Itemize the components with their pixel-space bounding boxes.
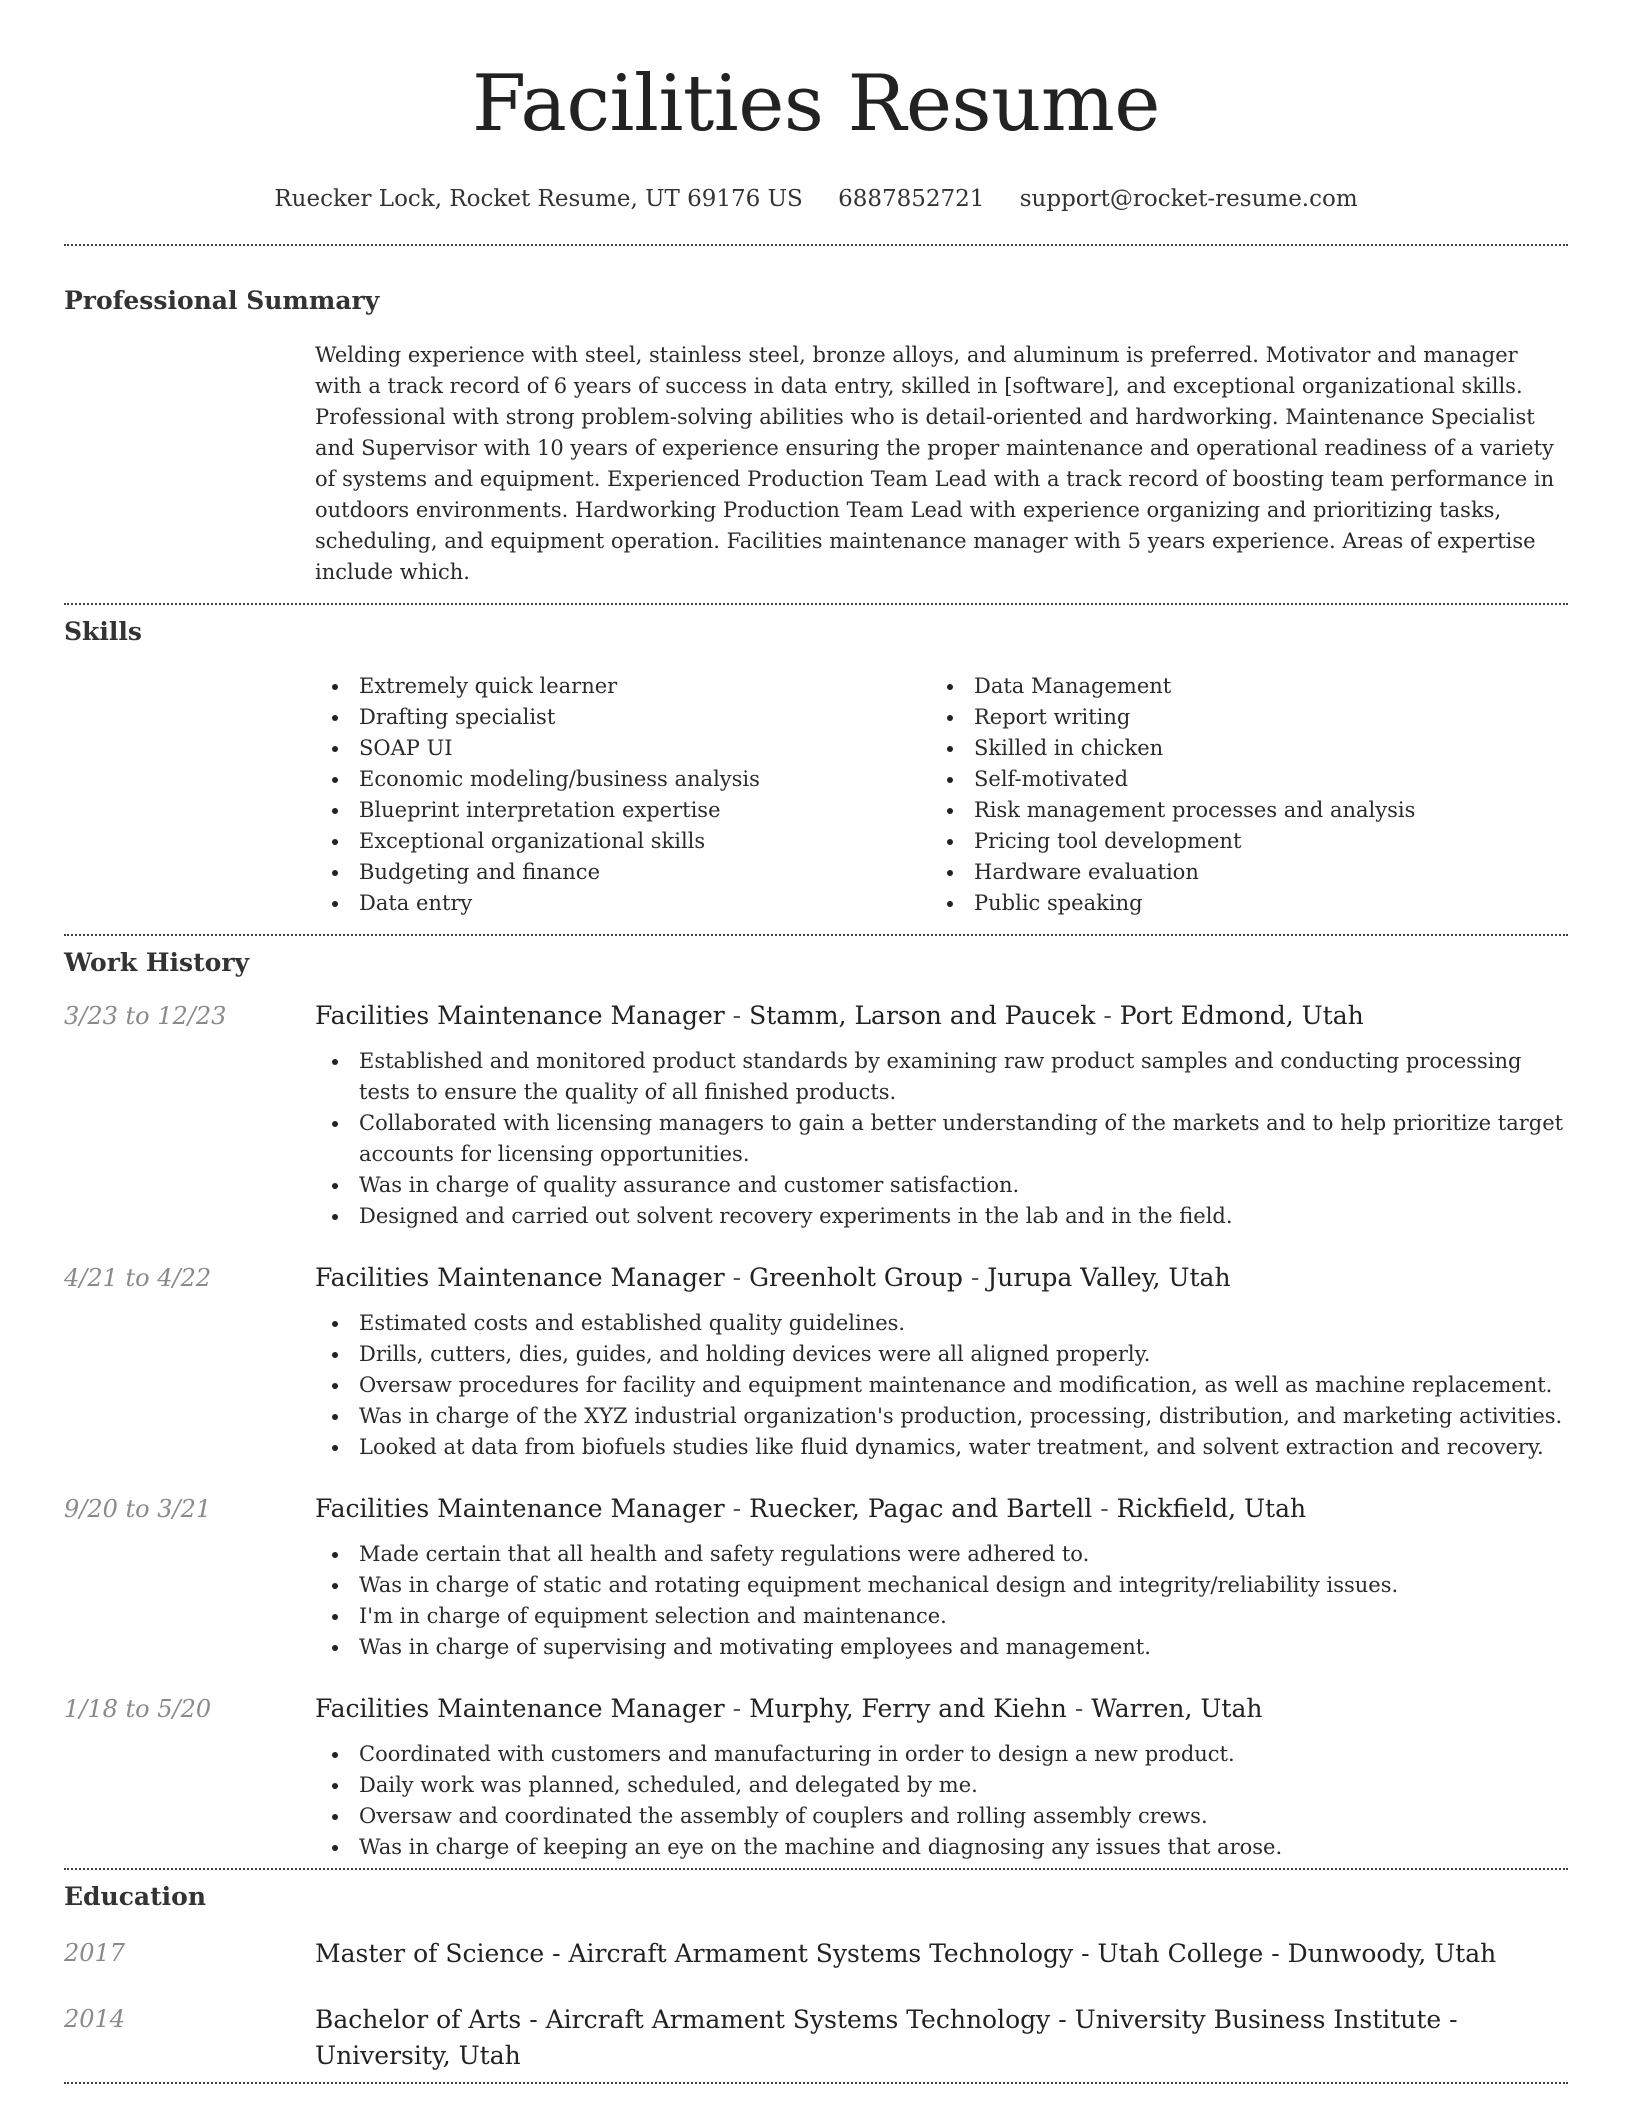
skill-item: Data entry xyxy=(359,888,930,919)
job-bullets xyxy=(315,1739,1568,1863)
skill-item: Exceptional organizational skills xyxy=(359,826,930,857)
job-bullet: Designed and carried out solvent recovery experiments in the lab and in the field. xyxy=(359,1201,1568,1232)
job-details xyxy=(315,1692,1568,1863)
job-entry xyxy=(64,999,1568,1232)
divider xyxy=(64,603,1568,605)
skill-item: Hardware evaluation xyxy=(974,857,1530,888)
job-company: Greenholt Group xyxy=(749,1263,963,1292)
skill-item: Risk management processes and analysis xyxy=(974,795,1530,826)
job-location: Warren, Utah xyxy=(1091,1694,1263,1723)
job-title-text: Facilities Maintenance Manager xyxy=(315,1694,725,1723)
job-bullet: Drills, cutters, dies, guides, and holding devices were all aligned properly. xyxy=(359,1339,1568,1370)
job-dates: 9/20 to 3/21 xyxy=(64,1495,212,1523)
job-details xyxy=(315,1492,1568,1663)
separator: - xyxy=(1092,1494,1117,1523)
job-bullet: Collaborated with licensing managers to gain a better understanding of the markets and to help prioritize target accounts for licensing opportunities. xyxy=(359,1108,1568,1170)
job-bullet: Estimated costs and established quality guidelines. xyxy=(359,1308,1568,1339)
summary-heading: Professional Summary xyxy=(64,286,380,315)
education-degree: Master of Science - Aircraft Armament Systems Technology - Utah College - Dunwoody, Utah xyxy=(315,1939,1497,1968)
education-list xyxy=(64,1936,1568,2074)
job-entry xyxy=(64,1261,1568,1463)
education-year: 2014 xyxy=(64,2005,126,2033)
job-entry xyxy=(64,1692,1568,1863)
job-bullets xyxy=(315,1308,1568,1463)
job-heading xyxy=(315,1692,1568,1726)
job-bullet: Was in charge of supervising and motivating employees and management. xyxy=(359,1632,1568,1663)
separator: - xyxy=(1066,1694,1092,1723)
job-dates: 1/18 to 5/20 xyxy=(64,1695,212,1723)
job-heading xyxy=(315,1261,1568,1295)
skill-item: Skilled in chicken xyxy=(974,733,1530,764)
job-location: Rickfield, Utah xyxy=(1116,1494,1307,1523)
job-location: Port Edmond, Utah xyxy=(1119,1001,1364,1030)
job-bullet: Made certain that all health and safety regulations were adhered to. xyxy=(359,1539,1568,1570)
job-entry xyxy=(64,1492,1568,1663)
skill-item: Drafting specialist xyxy=(359,702,930,733)
skill-item: Report writing xyxy=(974,702,1530,733)
skill-item: Self-motivated xyxy=(974,764,1530,795)
skill-item: Blueprint interpretation expertise xyxy=(359,795,930,826)
job-details xyxy=(315,999,1568,1232)
separator: - xyxy=(1095,1001,1120,1030)
education-entry xyxy=(64,1936,1568,1972)
education-degree: Bachelor of Arts - Aircraft Armament Systems Technology - University Business Institute - University, Utah xyxy=(315,2005,1458,2070)
job-bullets xyxy=(315,1539,1568,1663)
job-heading xyxy=(315,1492,1568,1526)
resume-title: Facilities Resume xyxy=(472,59,1160,149)
job-bullet: Was in charge of keeping an eye on the machine and diagnosing any issues that arose. xyxy=(359,1832,1568,1863)
contact-address: Ruecker Lock, Rocket Resume, UT 69176 US xyxy=(274,186,803,212)
skill-item: Budgeting and finance xyxy=(359,857,930,888)
skills-heading: Skills xyxy=(64,617,142,646)
contact-phone: 6887852721 xyxy=(838,186,985,212)
skills-list-right xyxy=(930,671,1530,919)
separator: - xyxy=(724,1494,750,1523)
job-bullet: I'm in charge of equipment selection and maintenance. xyxy=(359,1601,1568,1632)
job-bullets xyxy=(315,1046,1568,1232)
job-dates: 3/23 to 12/23 xyxy=(64,1002,227,1030)
divider xyxy=(64,1868,1568,1870)
skill-item: Public speaking xyxy=(974,888,1530,919)
job-heading xyxy=(315,999,1568,1033)
work-heading: Work History xyxy=(64,948,250,977)
skills-list-left xyxy=(315,671,930,919)
job-details xyxy=(315,1261,1568,1463)
separator: - xyxy=(724,1694,750,1723)
job-title-text: Facilities Maintenance Manager xyxy=(315,1001,725,1030)
job-company: Ruecker, Pagac and Bartell xyxy=(749,1494,1093,1523)
separator: - xyxy=(724,1001,750,1030)
education-heading: Education xyxy=(64,1882,207,1911)
job-list xyxy=(64,999,1568,1863)
job-location: Jurupa Valley, Utah xyxy=(987,1263,1231,1292)
contact-email: support@rocket-resume.com xyxy=(1019,186,1358,212)
skills-section xyxy=(64,615,1568,919)
divider xyxy=(64,934,1568,936)
job-bullet: Looked at data from biofuels studies like fluid dynamics, water treatment, and solvent extraction and recovery. xyxy=(359,1432,1568,1463)
job-bullet: Daily work was planned, scheduled, and delegated by me. xyxy=(359,1770,1568,1801)
job-bullet: Coordinated with customers and manufacturing in order to design a new product. xyxy=(359,1739,1568,1770)
skill-item: Pricing tool development xyxy=(974,826,1530,857)
summary-section xyxy=(64,284,1568,588)
skill-item: Economic modeling/business analysis xyxy=(359,764,930,795)
work-section xyxy=(64,946,1568,1863)
education-entry xyxy=(64,2002,1568,2074)
job-bullet: Was in charge of static and rotating equipment mechanical design and integrity/reliability issues. xyxy=(359,1570,1568,1601)
job-title-text: Facilities Maintenance Manager xyxy=(315,1494,725,1523)
separator: - xyxy=(724,1263,750,1292)
separator: - xyxy=(962,1263,988,1292)
divider xyxy=(64,2082,1568,2084)
job-bullet: Was in charge of quality assurance and customer satisfaction. xyxy=(359,1170,1568,1201)
skill-item: SOAP UI xyxy=(359,733,930,764)
job-title-text: Facilities Maintenance Manager xyxy=(315,1263,725,1292)
job-bullet: Established and monitored product standards by examining raw product samples and conducting processing tests to ensure the quality of all finished products. xyxy=(359,1046,1568,1108)
job-company: Stamm, Larson and Paucek xyxy=(749,1001,1096,1030)
job-dates: 4/21 to 4/22 xyxy=(64,1264,212,1292)
summary-text: Welding experience with steel, stainless steel, bronze alloys, and aluminum is preferred. Motivator and manager with a track record of 6 years of success in data entry, skilled in [software], and exceptional organizational skills. Professional with strong problem-solving abilities who is detail-oriented and hardworking. Maintenance Specialist and Supervisor with 10 years of experience ensuring the proper maintenance and operational readiness of a variety of systems and equipment. Experienced Production Team Lead with a track record of boosting team performance in outdoors environments. Hardworking Production Team Lead with experience organizing and prioritizing tasks, scheduling, and equipment operation. Facilities maintenance manager with 5 years experience. Areas of expertise include which. xyxy=(315,343,1555,584)
skill-item: Data Management xyxy=(974,671,1530,702)
job-company: Murphy, Ferry and Kiehn xyxy=(749,1694,1067,1723)
education-year: 2017 xyxy=(64,1939,126,1967)
resume-page xyxy=(64,0,1568,2084)
divider xyxy=(64,244,1568,246)
job-bullet: Oversaw procedures for facility and equipment maintenance and modification, as well as machine replacement. xyxy=(359,1370,1568,1401)
job-bullet: Oversaw and coordinated the assembly of couplers and rolling assembly crews. xyxy=(359,1801,1568,1832)
education-section xyxy=(64,1880,1568,2074)
job-bullet: Was in charge of the XYZ industrial organization's production, processing, distribution, and marketing activities. xyxy=(359,1401,1568,1432)
contact-line xyxy=(64,182,1568,216)
skill-item: Extremely quick learner xyxy=(359,671,930,702)
